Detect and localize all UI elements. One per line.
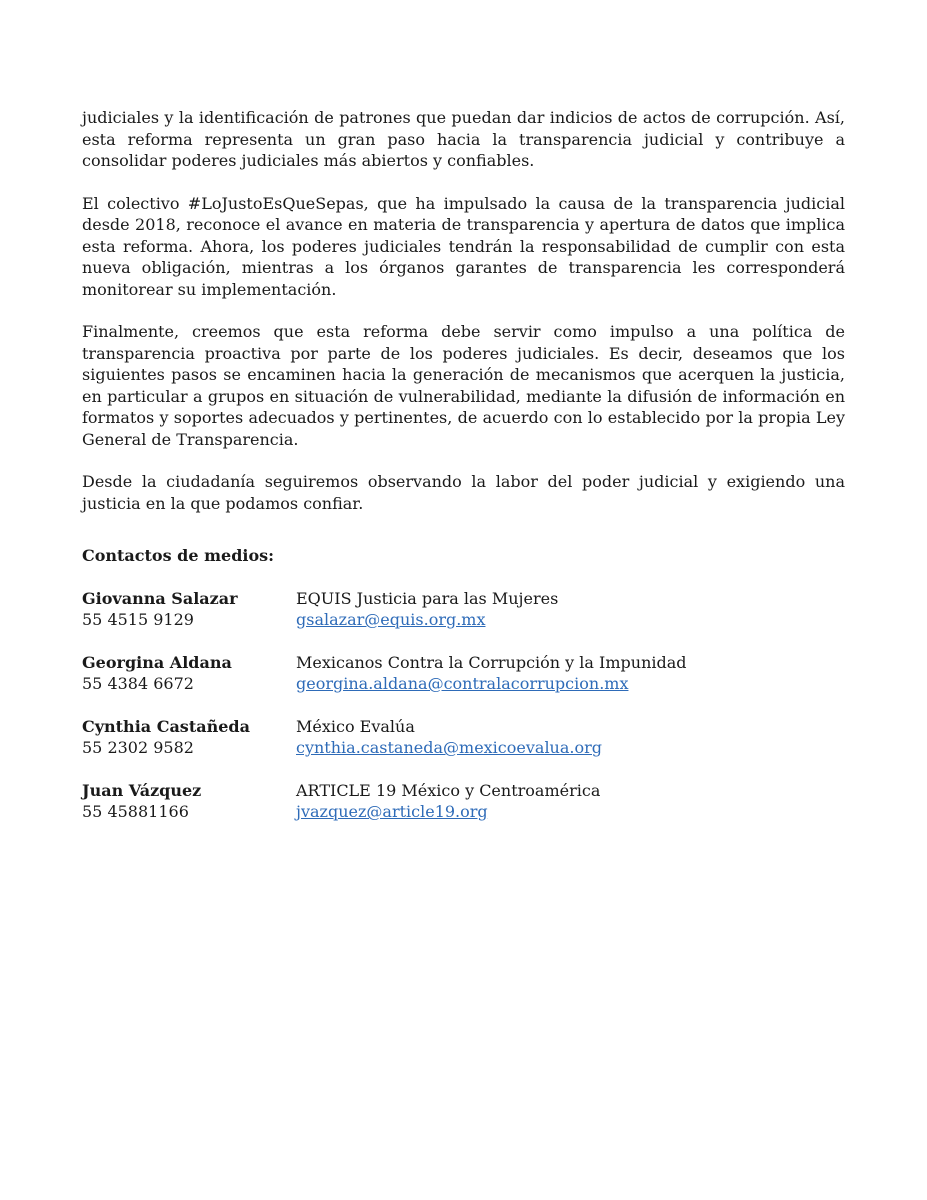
contact-org: Mexicanos Contra la Corrupción y la Impunidad xyxy=(296,652,687,672)
contact-name: Juan Vázquez xyxy=(82,780,202,800)
contact-email-link[interactable]: gsalazar@equis.org.mx xyxy=(296,610,486,629)
contact-entry xyxy=(82,652,845,695)
contact-entry xyxy=(82,780,845,823)
contact-phone: 55 45881166 xyxy=(82,802,189,821)
contact-phone: 55 2302 9582 xyxy=(82,738,194,757)
contact-name: Giovanna Salazar xyxy=(82,588,238,608)
contact-phone: 55 4384 6672 xyxy=(82,674,194,693)
paragraph-2: El colectivo #LoJustoEsQueSepas, que ha impulsado la causa de la transparencia judicial desde 2018, reconoce el avance en materia de transparencia y apertura de datos que implica esta reforma. Ahora, los poderes judiciales tendrán la responsabilidad de cumplir con esta nueva obligación, mientras a los órganos garantes de transparencia les corresponderá monitorear su implementación. xyxy=(82,193,845,299)
paragraph-3: Finalmente, creemos que esta reforma debe servir como impulso a una política de transparencia proactiva por parte de los poderes judiciales. Es decir, deseamos que los siguientes pasos se encaminen hacia la generación de mecanismos que acerquen la justicia, en particular a grupos en situación de vulnerabilidad, mediante la difusión de información en formatos y soportes adecuados y pertinentes, de acuerdo con lo establecido por la propia Ley General de Transparencia. xyxy=(82,322,845,449)
contact-name: Cynthia Castañeda xyxy=(82,716,250,736)
contact-email-link[interactable]: georgina.aldana@contralacorrupcion.mx xyxy=(296,674,629,693)
contact-name: Georgina Aldana xyxy=(82,652,232,672)
contact-org: EQUIS Justicia para las Mujeres xyxy=(296,588,559,608)
contact-org: ARTICLE 19 México y Centroamérica xyxy=(296,780,601,800)
paragraph-1: judiciales y la identificación de patrones que puedan dar indicios de actos de corrupción. Así, esta reforma representa un gran paso hacia la transparencia judicial y contribuye a consolidar poderes judiciales más abiertos y confiables. xyxy=(82,108,845,170)
contact-entry xyxy=(82,716,845,759)
contact-phone: 55 4515 9129 xyxy=(82,610,194,629)
contact-org: México Evalúa xyxy=(296,716,415,736)
paragraph-4: Desde la ciudadanía seguiremos observando la labor del poder judicial y exigiendo una justicia en la que podamos confiar. xyxy=(82,472,845,513)
contact-entry xyxy=(82,588,845,631)
document-page xyxy=(82,107,845,844)
contact-email-link[interactable]: jvazquez@article19.org xyxy=(296,802,488,821)
contacts-heading: Contactos de medios: xyxy=(82,546,275,565)
contact-email-link[interactable]: cynthia.castaneda@mexicoevalua.org xyxy=(296,738,603,757)
